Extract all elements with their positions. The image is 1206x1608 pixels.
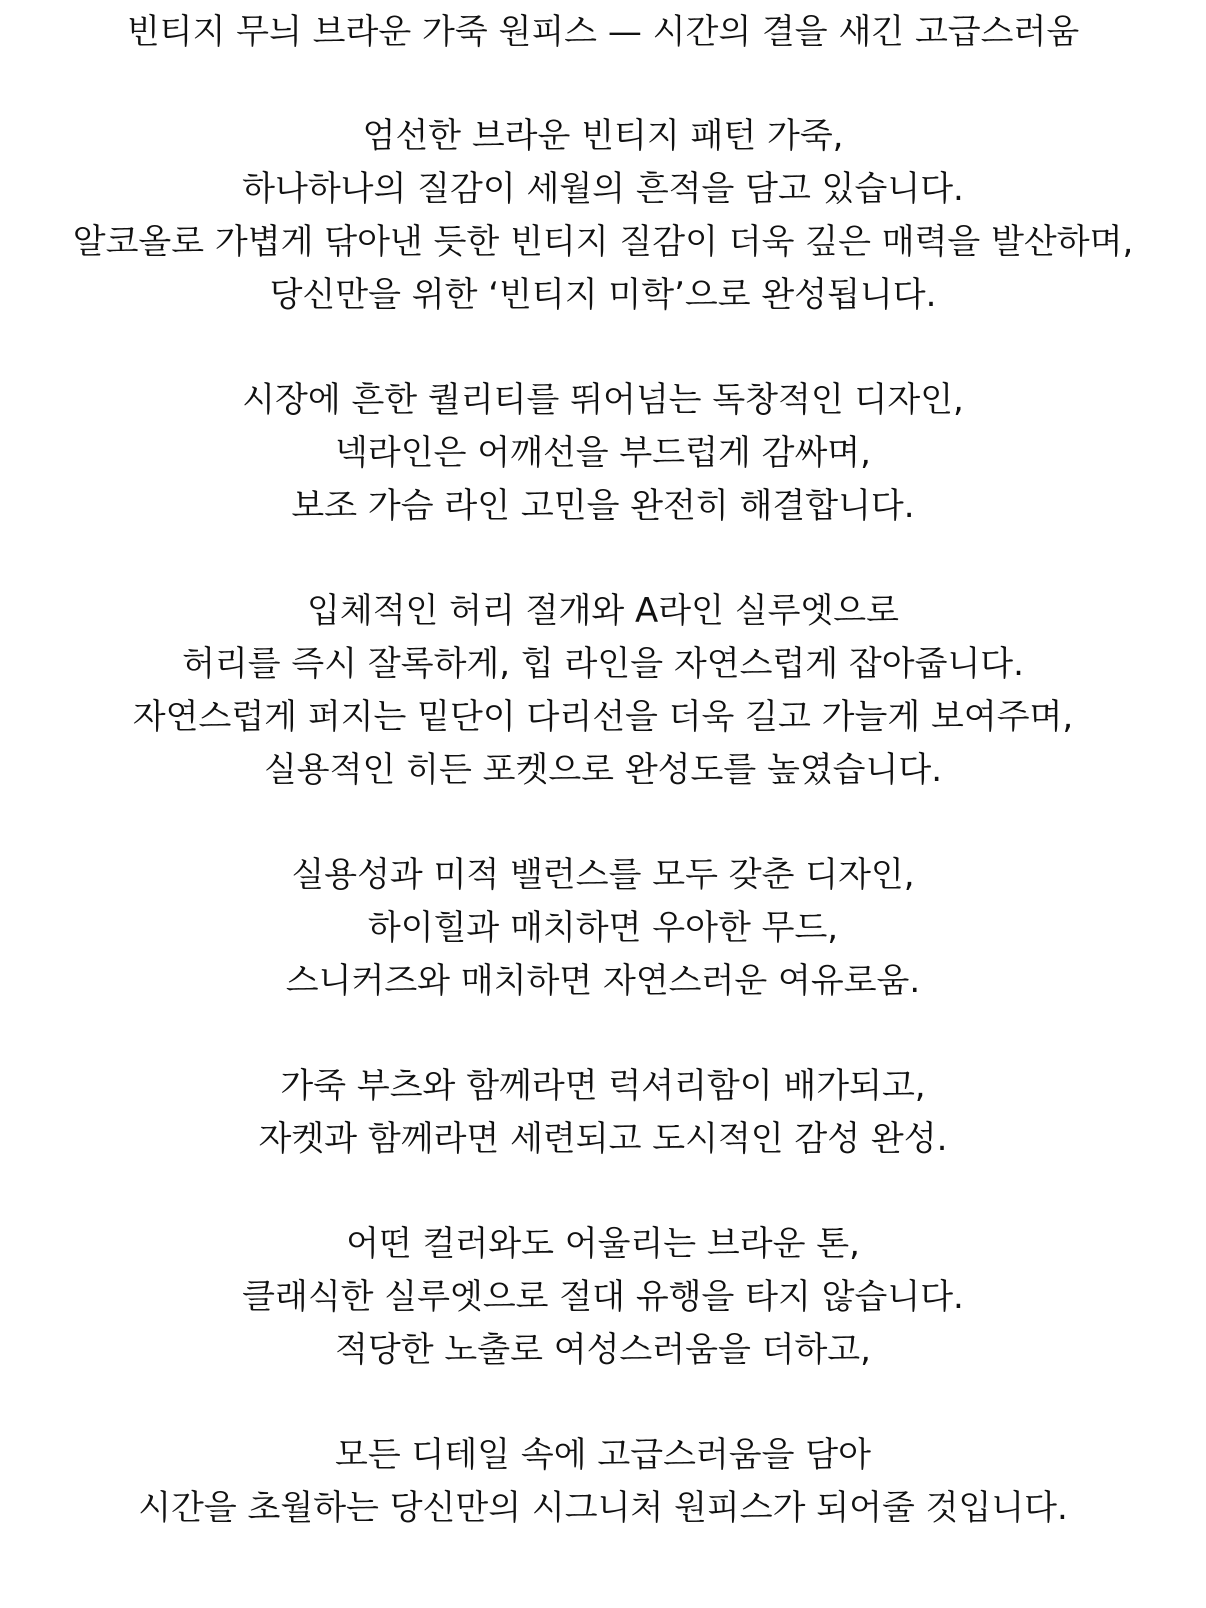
text-line: 모든 디테일 속에 고급스러움을 담아 (335, 1435, 871, 1475)
text-line: 허리를 즉시 잘록하게, 힙 라인을 자연스럽게 잡아줍니다. (182, 644, 1024, 684)
text-line: 알코올로 가볍게 닦아낸 듯한 빈티지 질감이 더욱 깊은 매력을 발산하며, (72, 222, 1134, 262)
text-line: 실용성과 미적 밸런스를 모두 갖춘 디자인, (291, 855, 915, 895)
text-line: 자연스럽게 퍼지는 밑단이 다리선을 더욱 길고 가늘게 보여주며, (132, 697, 1074, 737)
text-line: 어떤 컬러와도 어울리는 브라운 톤, (346, 1224, 860, 1264)
text-line: 당신만을 위한 ‘빈티지 미학’으로 완성됩니다. (269, 275, 937, 315)
paragraph-neckline-design (0, 374, 1206, 533)
text-line: 시장에 흔한 퀄리티를 뛰어넘는 독창적인 디자인, (242, 380, 964, 420)
text-line: 엄선한 브라운 빈티지 패턴 가죽, (362, 116, 844, 156)
text-line: 시간을 초월하는 당신만의 시그니처 원피스가 되어줄 것입니다. (138, 1488, 1068, 1528)
paragraph-color-tone (0, 1218, 1206, 1377)
text-line: 스니커즈와 매치하면 자연스러운 여유로움. (285, 961, 921, 1001)
text-line: 적당한 노출로 여성스러움을 더하고, (335, 1330, 871, 1370)
text-line: 클래식한 실루엣으로 절대 유행을 타지 않습니다. (242, 1277, 964, 1317)
paragraph-silhouette (0, 585, 1206, 797)
paragraph-closing (0, 1429, 1206, 1535)
page-title: 빈티지 무늬 브라운 가죽 원피스 — 시간의 결을 새긴 고급스러움 (126, 12, 1080, 52)
text-line: 자켓과 함께라면 세련되고 도시적인 감성 완성. (258, 1119, 948, 1159)
text-line: 하나하나의 질감이 세월의 흔적을 담고 있습니다. (242, 169, 964, 209)
text-line: 하이힐과 매치하면 우아한 무드, (367, 908, 839, 948)
text-line: 가죽 부츠와 함께라면 럭셔리함이 배가되고, (280, 1066, 926, 1106)
text-line: 보조 가슴 라인 고민을 완전히 해결합니다. (291, 486, 915, 526)
text-line: 넥라인은 어깨선을 부드럽게 감싸며, (335, 433, 871, 473)
text-line: 실용적인 히든 포켓으로 완성도를 높였습니다. (263, 750, 943, 790)
text-line: 입체적인 허리 절개와 A라인 실루엣으로 (307, 591, 899, 631)
paragraph-styling-shoes (0, 849, 1206, 1008)
paragraph-leather-texture (0, 110, 1206, 322)
paragraph-styling-outer (0, 1060, 1206, 1166)
